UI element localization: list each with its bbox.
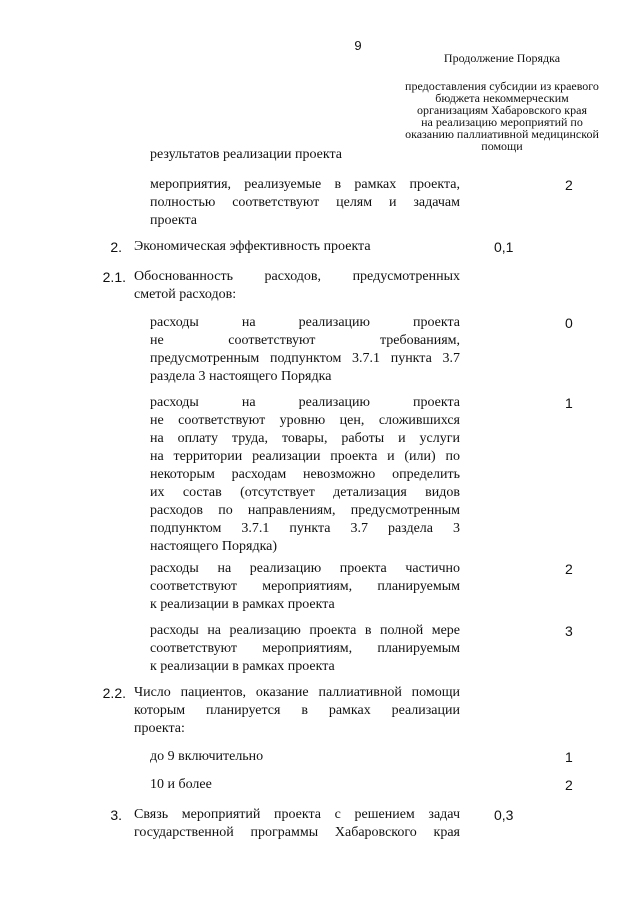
header-line: бюджета некоммерческим bbox=[435, 91, 569, 105]
text-line: не соответствуют требованиям, bbox=[150, 333, 460, 348]
weight-value: 0,3 bbox=[494, 807, 514, 823]
text-line: подпунктом 3.7.1 пункта 3.7 раздела 3 bbox=[150, 521, 460, 536]
criterion-text bbox=[150, 314, 460, 386]
text-line: раздела 3 настоящего Порядка bbox=[150, 369, 332, 384]
criterion-text bbox=[150, 176, 460, 230]
header-line: организациям Хабаровского края bbox=[417, 103, 587, 117]
score-value: 3 bbox=[565, 623, 573, 639]
text-line: сметой расходов: bbox=[134, 287, 237, 302]
score-value: 2 bbox=[565, 177, 573, 193]
criterion-text: результатов реализации проекта bbox=[150, 147, 342, 162]
document-header bbox=[392, 52, 612, 152]
text-line: предусмотренным подпунктом 3.7.1 пункта 3.7 bbox=[150, 351, 460, 366]
text-line: которым планируется в рамках реализации bbox=[134, 703, 460, 718]
text-line: мероприятия, реализуемые в рамках проекта, bbox=[150, 177, 460, 192]
text-line: расходы на реализацию проекта частично bbox=[150, 561, 460, 576]
text-line: соответствуют мероприятиям, планируемым bbox=[150, 579, 460, 594]
criterion-text: 10 и более bbox=[150, 777, 212, 792]
header-line: на реализацию мероприятий по bbox=[421, 115, 583, 129]
text-line: их состав (отсутствует детализация видов bbox=[150, 485, 460, 500]
text-line: Обоснованность расходов, предусмотренных bbox=[134, 269, 460, 284]
criterion-text: до 9 включительно bbox=[150, 749, 264, 764]
text-line: некоторым расходам невозможно определить bbox=[150, 467, 460, 482]
text-line: на оплату труда, товары, работы и услуги bbox=[150, 431, 460, 446]
header-line: оказанию паллиативной медицинской bbox=[405, 127, 599, 141]
text-line: полностью соответствуют целям и задачам bbox=[150, 195, 460, 210]
section-title: Экономическая эффективность проекта bbox=[134, 239, 371, 254]
weight-value: 0,1 bbox=[494, 239, 514, 255]
score-value: 2 bbox=[565, 561, 573, 577]
text-line: проекта bbox=[150, 213, 197, 228]
text-line: государственной программы Хабаровского края bbox=[134, 825, 460, 840]
section-number: 2. bbox=[110, 239, 122, 255]
text-line: настоящего Порядка) bbox=[150, 539, 278, 554]
header-line: помощи bbox=[481, 139, 523, 153]
section-number: 3. bbox=[110, 807, 122, 823]
text-line: на территории реализации проекта и (или) по bbox=[150, 449, 460, 464]
header-line: предоставления субсидии из краевого bbox=[405, 79, 599, 93]
section-title bbox=[134, 684, 460, 738]
text-line: проекта: bbox=[134, 721, 185, 736]
text-line: расходы на реализацию проекта в полной мере bbox=[150, 623, 460, 638]
text-line: к реализации в рамках проекта bbox=[150, 597, 335, 612]
text-line: расходов по направлениям, предусмотренным bbox=[150, 503, 460, 518]
text-line: соответствуют мероприятиям, планируемым bbox=[150, 641, 460, 656]
text-line: Число пациентов, оказание паллиативной помощи bbox=[134, 685, 460, 700]
text-line: расходы на реализацию проекта bbox=[150, 395, 460, 410]
text-line: не соответствуют уровню цен, сложившихся bbox=[150, 413, 460, 428]
score-value: 1 bbox=[565, 395, 573, 411]
text-line: Связь мероприятий проекта с решением задач bbox=[134, 807, 460, 822]
section-number: 2.1. bbox=[102, 269, 126, 285]
header-title: Продолжение Порядка bbox=[443, 51, 561, 65]
section-title bbox=[134, 268, 460, 304]
score-value: 2 bbox=[565, 777, 573, 793]
criterion-text bbox=[150, 560, 460, 614]
section-number: 2.2. bbox=[102, 685, 126, 701]
page-number: 9 bbox=[354, 38, 362, 53]
criterion-text bbox=[150, 394, 460, 556]
score-value: 0 bbox=[565, 315, 573, 331]
text-line: к реализации в рамках проекта bbox=[150, 659, 335, 674]
section-title bbox=[134, 806, 460, 842]
criterion-text bbox=[150, 622, 460, 676]
score-value: 1 bbox=[565, 749, 573, 765]
text-line: расходы на реализацию проекта bbox=[150, 315, 460, 330]
